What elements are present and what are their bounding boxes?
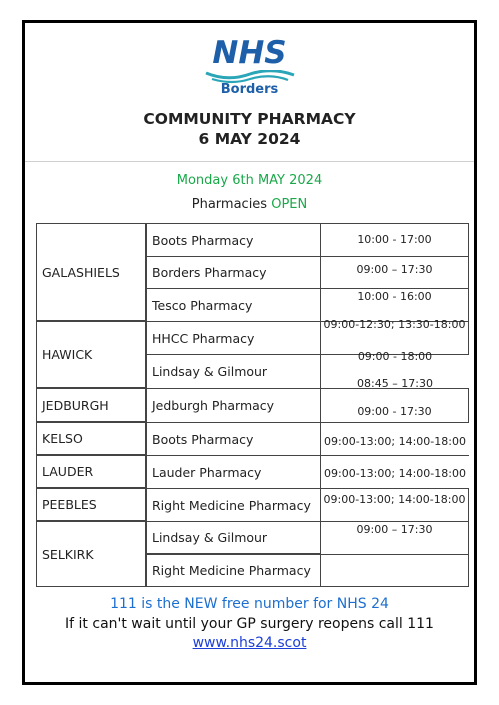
pharmacy-name: Right Medicine Pharmacy xyxy=(146,554,320,587)
town-lauder: LAUDER xyxy=(36,455,146,488)
opening-hours: 09:00 – 17:30 xyxy=(320,521,469,554)
town-jedburgh: JEDBURGH xyxy=(36,388,146,422)
poster-frame xyxy=(22,20,477,685)
page-title xyxy=(25,109,474,149)
town-hawick: HAWICK xyxy=(36,321,146,388)
pharmacy-name: HHCC Pharmacy xyxy=(146,321,320,354)
footer-gp-notice: If it can't wait until your GP surgery reopens call 111 xyxy=(65,616,434,632)
opening-hours-text: 08:45 – 17:30 xyxy=(357,377,433,390)
divider xyxy=(25,161,474,162)
pharmacy-table xyxy=(36,223,469,587)
opening-hours: 09:00-13:00; 14:00-18:00 xyxy=(320,488,469,521)
title-line-2: 6 MAY 2024 xyxy=(198,130,301,148)
opening-hours-text: 09:00-12:30; 13:30-18:00 xyxy=(323,318,466,331)
opening-hours xyxy=(320,554,469,587)
open-status: OPEN xyxy=(271,197,308,212)
opening-hours: 10:00 - 17:00 xyxy=(320,223,469,256)
title-line-1: COMMUNITY PHARMACY xyxy=(143,110,356,128)
opening-hours: 09:00 - 17:30 xyxy=(320,388,469,422)
opening-hours: 09:00-13:00; 14:00-18:00 xyxy=(320,422,469,455)
town-galashiels: GALASHIELS xyxy=(36,223,146,321)
pharmacy-name: Boots Pharmacy xyxy=(146,223,320,256)
pharmacy-name: Lauder Pharmacy xyxy=(146,455,320,488)
town-selkirk: SELKIRK xyxy=(36,521,146,587)
opening-hours xyxy=(320,350,469,390)
opening-hours: 09:00-13:00; 14:00-18:00 xyxy=(320,455,469,488)
pharmacy-name: Jedburgh Pharmacy xyxy=(146,388,320,422)
date-line: Monday 6th MAY 2024 xyxy=(176,173,323,188)
nhs24-link[interactable]: www.nhs24.scot xyxy=(192,635,307,651)
town-peebles: PEEBLES xyxy=(36,488,146,521)
town-kelso: KELSO xyxy=(36,422,146,455)
logo-borders-text: Borders xyxy=(220,82,279,97)
pharmacy-name: Lindsay & Gilmour xyxy=(146,354,320,388)
nhs-borders-logo xyxy=(25,35,474,97)
open-line xyxy=(25,197,474,212)
pharmacy-name: Tesco Pharmacy xyxy=(146,288,320,321)
opening-hours: 09:00 – 17:30 xyxy=(320,256,469,288)
footer-nhs24-notice: 111 is the NEW free number for NHS 24 xyxy=(110,596,389,612)
logo-nhs-text: NHS xyxy=(212,35,287,71)
pharmacy-name: Right Medicine Pharmacy xyxy=(146,488,320,521)
pharmacy-name: Borders Pharmacy xyxy=(146,256,320,288)
pharmacy-name: Boots Pharmacy xyxy=(146,422,320,455)
opening-hours: 10:00 - 16:00 xyxy=(320,288,469,321)
opening-hours-text: 09:00 - 18:00 xyxy=(357,350,433,363)
pharmacy-name: Lindsay & Gilmour xyxy=(146,521,320,554)
open-line-prefix: Pharmacies xyxy=(191,197,268,212)
